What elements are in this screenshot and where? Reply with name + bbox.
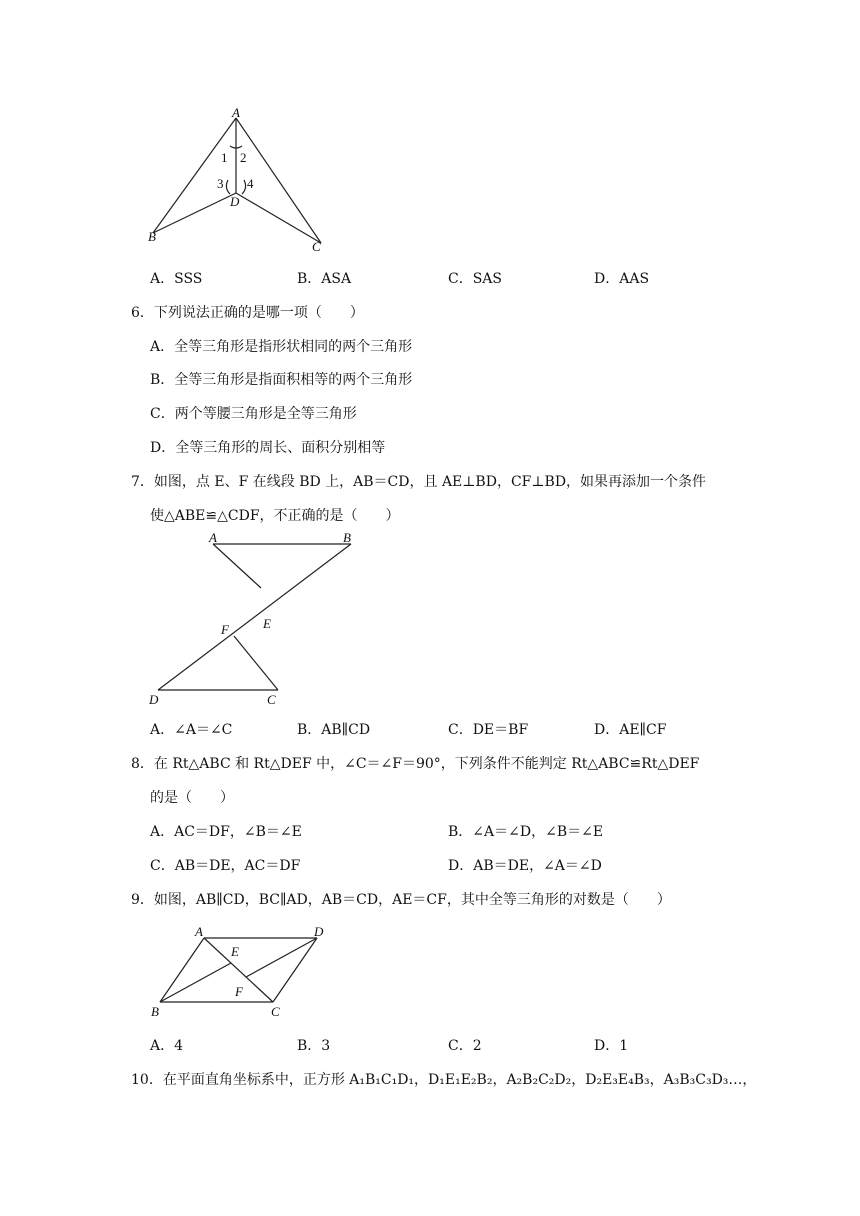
q5-option-b: B．ASA xyxy=(297,271,352,287)
figure-q9 xyxy=(145,918,345,1026)
q7-option-c: C．DE＝BF xyxy=(448,722,529,738)
q6-option-b: B．全等三角形是指面积相等的两个三角形 xyxy=(150,372,413,388)
q9-option-b: B．3 xyxy=(297,1038,331,1054)
q7-stem-line1: 7．如图，点 E、F 在线段 BD 上，AB＝CD，且 AE⊥BD，CF⊥BD，如果再添加一个条件 xyxy=(131,474,707,490)
fig5-label-c: C xyxy=(312,239,321,254)
q7-option-b: B．AB∥CD xyxy=(297,722,371,738)
q9-option-d: D．1 xyxy=(594,1038,629,1054)
q5-option-c: C．SAS xyxy=(448,271,503,287)
fig7-label-a: A xyxy=(209,530,217,545)
fig9-label-a: A xyxy=(195,924,203,939)
q8-option-d: D．AB＝DE，∠A＝∠D xyxy=(448,858,602,874)
q5-option-a: A．SSS xyxy=(150,271,203,287)
figure-q7 xyxy=(145,530,365,712)
q6-option-c: C．两个等腰三角形是全等三角形 xyxy=(150,406,357,422)
fig9-label-c: C xyxy=(271,1004,280,1019)
fig5-angle-2: 2 xyxy=(240,150,247,165)
q9-option-a: A．4 xyxy=(150,1038,184,1054)
q8-option-c: C．AB＝DE，AC＝DF xyxy=(150,858,301,874)
fig5-label-d: D xyxy=(230,194,240,209)
q7-option-a: A．∠A＝∠C xyxy=(150,722,233,738)
fig9-label-d: D xyxy=(314,924,324,939)
fig9-label-e: E xyxy=(231,944,239,959)
q6-option-d: D．全等三角形的周长、面积分别相等 xyxy=(150,440,386,456)
q10-stem: 10．在平面直角坐标系中，正方形 A₁B₁C₁D₁，D₁E₁E₂B₂，A₂B₂C₂D₂，D₂E₃E₄B₃，A₃B₃C₃D₃…， xyxy=(131,1072,757,1088)
fig5-angle-4: 4 xyxy=(247,176,254,191)
fig5-label-b: B xyxy=(148,229,156,244)
q7-stem-line2: 使△ABE≌△CDF，不正确的是（ ） xyxy=(150,508,400,524)
q5-option-d: D．AAS xyxy=(594,271,650,287)
fig7-label-f: F xyxy=(221,622,229,637)
q8-stem-line2: 的是（ ） xyxy=(150,790,234,806)
q6-stem: 6．下列说法正确的是哪一项（ ） xyxy=(131,305,364,321)
figure-q5 xyxy=(140,108,340,258)
q8-option-b: B．∠A＝∠D，∠B＝∠E xyxy=(448,824,604,840)
fig9-label-f: F xyxy=(235,984,243,999)
fig9-label-b: B xyxy=(151,1004,159,1019)
q8-option-a: A．AC＝DF，∠B＝∠E xyxy=(150,824,302,840)
q6-option-a: A．全等三角形是指形状相同的两个三角形 xyxy=(150,339,413,355)
q7-option-d: D．AE∥CF xyxy=(594,722,667,738)
fig7-label-c: C xyxy=(267,692,276,707)
q9-option-c: C．2 xyxy=(448,1038,482,1054)
q8-stem-line1: 8．在 Rt△ABC 和 Rt△DEF 中，∠C＝∠F＝90°，下列条件不能判定 Rt△ABC≌Rt△DEF xyxy=(131,756,700,772)
fig7-label-e: E xyxy=(263,616,271,631)
fig5-angle-1: 1 xyxy=(221,150,228,165)
fig7-label-b: B xyxy=(343,530,351,545)
q9-stem: 9．如图，AB∥CD，BC∥AD，AB＝CD，AE＝CF，其中全等三角形的对数是（ ） xyxy=(131,892,671,908)
fig5-angle-3: 3 xyxy=(217,176,224,191)
fig5-label-a: A xyxy=(232,108,240,120)
fig7-label-d: D xyxy=(149,692,159,707)
